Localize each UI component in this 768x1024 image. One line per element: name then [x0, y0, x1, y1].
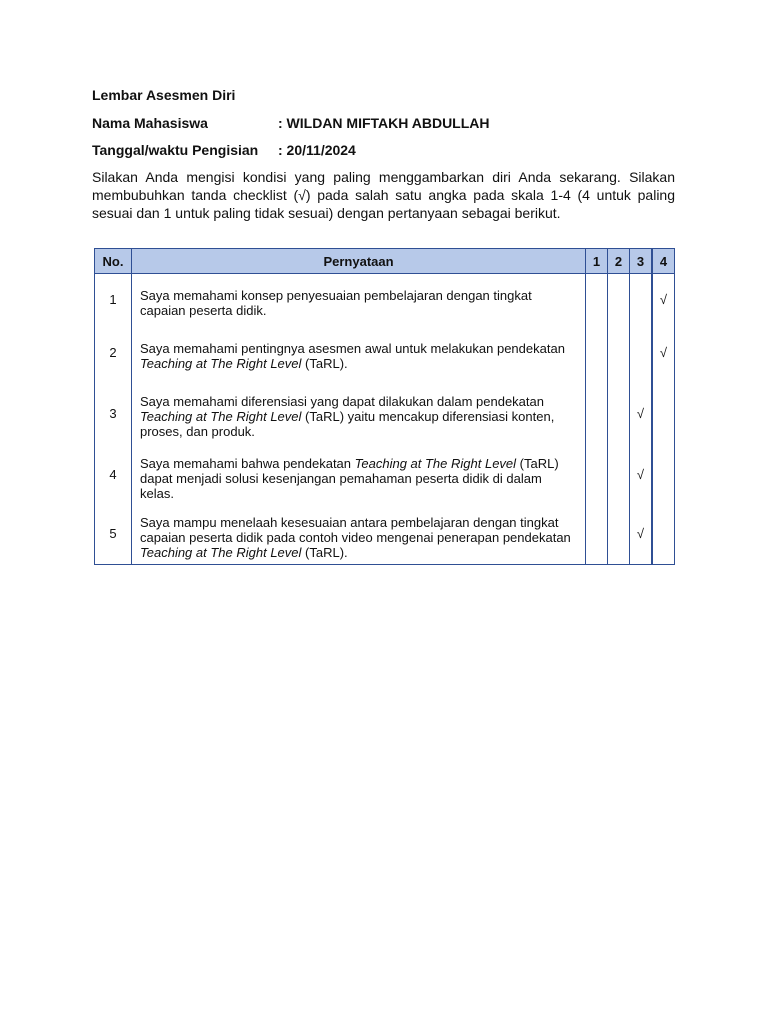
score-3-cell[interactable]	[630, 503, 653, 565]
row-number: 1	[95, 274, 132, 326]
score-2-cell[interactable]	[608, 380, 630, 446]
score-3-cell[interactable]	[630, 274, 653, 326]
score-2-cell[interactable]	[608, 503, 630, 565]
score-1-cell[interactable]	[586, 503, 608, 565]
header-statement: Pernyataan	[132, 249, 586, 274]
score-4-cell[interactable]	[652, 446, 675, 503]
statement-text: Saya memahami konsep penyesuaian pembelajaran dengan tingkat capaian peserta didik.	[140, 288, 532, 318]
score-2-cell[interactable]	[608, 274, 630, 326]
statement-text-end: (TaRL).	[301, 356, 348, 371]
header-score-3: 3	[630, 249, 653, 274]
row-statement	[132, 380, 586, 446]
instructions-paragraph: Silakan Anda mengisi kondisi yang paling menggambarkan diri Anda sekarang. Silakan membubuhkan tanda checklist (√) pada salah satu angka pada skala 1-4 (4 untuk paling sesuai dan 1 untuk paling tidak sesuai) dengan pertanyaan sebagai berikut.	[92, 169, 675, 221]
row-statement	[132, 274, 586, 326]
statement-text: Saya memahami bahwa pendekatan	[140, 455, 355, 471]
score-4-cell[interactable]	[652, 325, 675, 380]
row-statement	[132, 446, 586, 503]
statement-text-end: (TaRL) yaitu mencakup diferensiasi konten, proses, dan produk.	[140, 409, 555, 439]
header-score-2: 2	[608, 249, 630, 274]
check-mark: √	[659, 292, 668, 307]
score-4-cell[interactable]	[652, 274, 675, 326]
self-assessment-table	[94, 248, 675, 565]
score-1-cell[interactable]	[586, 274, 608, 326]
student-name-label: Nama Mahasiswa	[92, 115, 208, 131]
statement-emphasis: Teaching at The Right Level	[140, 409, 302, 424]
header-score-4: 4	[652, 249, 675, 274]
score-3-cell[interactable]	[630, 446, 653, 503]
header-no: No.	[95, 249, 132, 274]
table-row	[95, 325, 675, 380]
statement-text: Saya memahami pentingnya asesmen awal untuk melakukan pendekatan	[140, 341, 565, 356]
table-row	[95, 274, 675, 326]
table-row	[95, 503, 675, 565]
row-number: 5	[95, 503, 132, 565]
statement-text-end: (TaRL) dapat menjadi solusi kesenjangan pemahaman peserta didik di dalam kelas.	[140, 455, 559, 501]
statement-emphasis: Teaching at The Right Level	[140, 544, 302, 560]
student-name-value: : WILDAN MIFTAKH ABDULLAH	[278, 115, 490, 131]
fill-date-field	[92, 141, 675, 159]
row-statement	[132, 503, 586, 565]
row-number: 2	[95, 325, 132, 380]
check-mark: √	[659, 345, 668, 360]
score-3-cell[interactable]	[630, 380, 653, 446]
row-number: 4	[95, 446, 132, 503]
score-4-cell[interactable]	[652, 380, 675, 446]
check-mark: √	[636, 526, 645, 541]
header-score-1: 1	[586, 249, 608, 274]
score-1-cell[interactable]	[586, 446, 608, 503]
score-2-cell[interactable]	[608, 325, 630, 380]
fill-date-value: : 20/11/2024	[278, 142, 356, 158]
statement-text: Saya memahami diferensiasi yang dapat dilakukan dalam pendekatan	[140, 394, 544, 409]
check-mark: √	[636, 405, 645, 421]
score-2-cell[interactable]	[608, 446, 630, 503]
score-3-cell[interactable]	[630, 325, 653, 380]
table-row	[95, 380, 675, 446]
row-statement	[132, 325, 586, 380]
score-1-cell[interactable]	[586, 380, 608, 446]
fill-date-label: Tanggal/waktu Pengisian	[92, 142, 259, 158]
statement-emphasis: Teaching at The Right Level	[140, 356, 302, 371]
document-title: Lembar Asesmen Diri	[92, 87, 236, 103]
check-mark: √	[636, 467, 645, 482]
table-header-row	[95, 249, 675, 274]
document-body	[92, 86, 675, 222]
statement-text: Saya mampu menelaah kesesuaian antara pembelajaran dengan tingkat capaian peserta didik pada contoh video mengenai penerapan pendekatan	[140, 514, 571, 545]
student-name-field	[92, 114, 675, 132]
score-4-cell[interactable]	[652, 503, 675, 565]
table-row	[95, 446, 675, 503]
statement-emphasis: Teaching at The Right Level	[354, 455, 517, 471]
row-number: 3	[95, 380, 132, 446]
score-1-cell[interactable]	[586, 325, 608, 380]
statement-text-end: (TaRL).	[301, 544, 348, 560]
